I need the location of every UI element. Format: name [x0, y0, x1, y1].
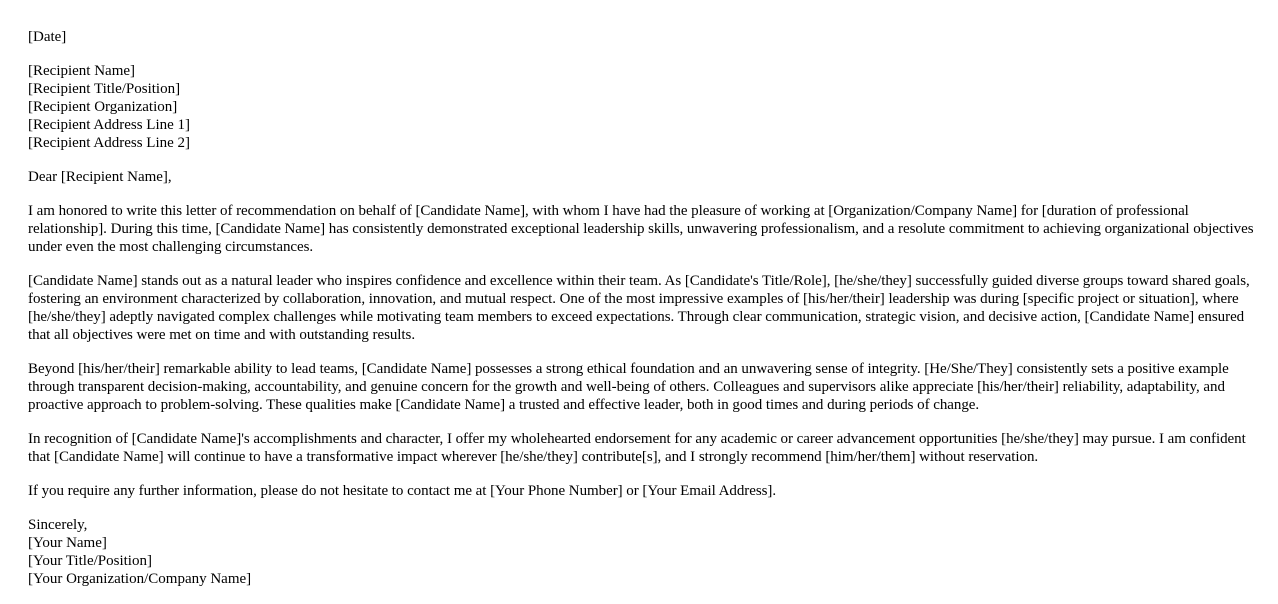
letter-document	[28, 28, 1254, 604]
salutation: Dear [Recipient Name],	[28, 169, 172, 185]
body-paragraph-contact: If you require any further information, please do not hesitate to contact me at [Your Phone Number] or [Your Email Address].	[28, 483, 777, 499]
recipient-address-line-2: [Recipient Address Line 2]	[28, 135, 191, 151]
recipient-address-line-1: [Recipient Address Line 1]	[28, 117, 191, 133]
recipient-title: [Recipient Title/Position]	[28, 81, 181, 97]
signature-block	[28, 516, 1254, 588]
recipient-address-block	[28, 62, 1254, 152]
body-paragraph-leadership: [Candidate Name] stands out as a natural leader who inspires confidence and excellence within their team. As [Candidate's Title/Role], [he/she/they] successfully guided diverse groups toward shared goals, fostering an environment characterized by collaboration, innovation, and mutual respect. One of the most impressive examples of [his/her/their] leadership was during [specific project or situation], where [he/she/they] adeptly navigated complex challenges while motivating team members to exceed expectations. Through clear communication, strategic vision, and decisive action, [Candidate Name] ensured that all objectives were met on time and with outstanding results.	[28, 273, 1250, 343]
letter-date: [Date]	[28, 29, 67, 45]
body-paragraph-endorsement: In recognition of [Candidate Name]'s accomplishments and character, I offer my wholehearted endorsement for any academic or career advancement opportunities [he/she/they] may pursue. I am confident that [Candidate Name] will continue to have a transformative impact wherever [he/she/they] contribute[s], and I strongly recommend [him/her/them] without reservation.	[28, 431, 1246, 465]
body-paragraph-integrity: Beyond [his/her/their] remarkable ability to lead teams, [Candidate Name] possesses a strong ethical foundation and an unwavering sense of integrity. [He/She/They] consistently sets a positive example through transparent decision-making, accountability, and genuine concern for the growth and well-being of others. Colleagues and supervisors alike appreciate [his/her/their] reliability, adaptability, and proactive approach to problem-solving. These qualities make [Candidate Name] a trusted and effective leader, both in good times and during periods of change.	[28, 361, 1229, 413]
signer-title: [Your Title/Position]	[28, 553, 152, 569]
recipient-organization: [Recipient Organization]	[28, 99, 178, 115]
signer-organization: [Your Organization/Company Name]	[28, 571, 252, 587]
signer-name: [Your Name]	[28, 535, 107, 551]
body-paragraph-intro: I am honored to write this letter of recommendation on behalf of [Candidate Name], with whom I have had the pleasure of working at [Organization/Company Name] for [duration of professional relationship]. During this time, [Candidate Name] has consistently demonstrated exceptional leadership skills, unwavering professionalism, and a resolute commitment to achieving organizational objectives under even the most challenging circumstances.	[28, 203, 1254, 255]
recipient-name: [Recipient Name]	[28, 63, 136, 79]
closing: Sincerely,	[28, 517, 88, 533]
